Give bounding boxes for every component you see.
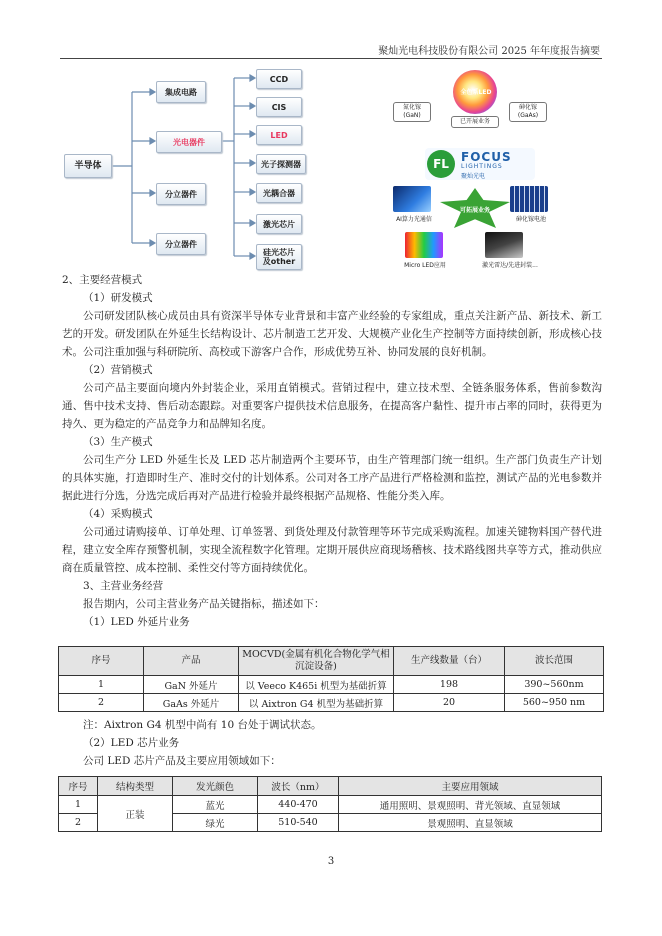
purchase-text: 公司通过请购接单、订单处理、订单签署、到货处理及付款管理等环节完成采购流程。加速关键物料国产替代进程，建立安全库存预警机制，实现全流程数字化管理。定期开展供应商现场稽核、技术路线图共享等方式，推动供应商在质量管控、成本控制、柔性交付等方面持续优化。: [62, 526, 602, 574]
col-header: 生产线数量（台）: [394, 647, 505, 676]
led-chip-table: [58, 776, 602, 832]
sales-text: 公司产品主要面向境内外封装企业，采用直销模式。营销过程中，建立技术型、全链条服务体系，售前参数沟通、售中技术支持、售后动态跟踪。对重要客户提供技术信息服务，在提高客户黏性、提升市占率的同时，获得更为持久、更为稳定的产品竞争力和品牌知名度。: [62, 382, 602, 430]
silicon-photonics-label: 硅光芯片: [263, 248, 295, 257]
table2-intro: 公司 LED 芯片产品及主要应用领域如下：: [83, 755, 281, 767]
col-header: 产品: [144, 647, 239, 676]
tree-leaf-optocoupler: 光耦合器: [256, 183, 302, 203]
full-color-led-label: 全色系LED: [460, 89, 492, 96]
tree-leaf-ccd: CCD: [256, 69, 302, 89]
tree-leaf-laser-chip: 激光芯片: [256, 214, 302, 234]
table-cell: GaAs 外延片: [144, 694, 239, 712]
col-header: 主要应用领域: [339, 777, 602, 796]
purchase-title: （4）采购模式: [83, 508, 153, 520]
table-cell: 以 Aixtron G4 机型为基础折算: [239, 694, 394, 712]
tree-node-discrete-1: 分立器件: [156, 183, 206, 205]
table-cell: 198: [394, 676, 505, 694]
table-row: [59, 676, 604, 694]
gaas-cell-label: 砷化镓电池: [515, 216, 546, 223]
lidar-thumb: [485, 232, 523, 258]
col-header: 发光颜色: [173, 777, 258, 796]
table-row: [59, 796, 602, 814]
ai-optical-thumb: [393, 186, 431, 212]
gaas-cell-thumb: [510, 186, 548, 212]
col-header: 波长（nm）: [258, 777, 339, 796]
section-3-title: 3、主营业务经营: [83, 580, 164, 592]
table-cell: 通用照明、景观照明、背光领域、直显领域: [339, 796, 602, 814]
section-3-intro: 报告期内，公司主营业务产品关键指标，描述如下：: [83, 598, 325, 610]
tree-node-optoelectronic: 光电器件: [156, 131, 222, 153]
table-notes: [62, 716, 602, 770]
table-cell: 390~560nm: [505, 676, 604, 694]
focus-logo-cn: 聚灿光电: [461, 173, 486, 180]
gan-pill-cn: 氮化镓: [402, 104, 421, 111]
col-header: 波长范围: [505, 647, 604, 676]
table2-title: （2）LED 芯片业务: [83, 737, 180, 749]
table-cell: 510-540: [258, 814, 339, 832]
header-rule: [60, 58, 602, 59]
tree-leaf-photodetector: 光子探测器: [256, 154, 306, 174]
fl-logo-icon: FL: [427, 150, 455, 178]
micro-led-label: Micro LED应用: [404, 262, 446, 269]
focus-logo-main: FOCUS: [461, 150, 512, 164]
col-header: MOCVD(金属有机化合物化学气相沉淀设备): [239, 647, 394, 676]
gaas-pill-cn: 砷化镓: [518, 104, 537, 111]
lidar-label: 激光雷达/先进封装...: [482, 262, 538, 269]
focus-logo-sub: LIGHTINGS: [461, 163, 503, 170]
ai-optical-label: AI算力光通信: [396, 216, 432, 223]
tree-leaf-cis: CIS: [256, 97, 302, 117]
production-text: 公司生产分 LED 外延生长及 LED 芯片制造两个主要环节，由生产管理部门统一组织。生产部门负责生产计划的具体实施，打造即时生产、准时交付的计划体系。公司对各工序产品进行严格检测和监控，测试产品的光电参数并据此进行分选，分选完成后再对产品进行检验并最终根据产品规格、性能分类入库。: [62, 454, 602, 502]
focus-logo: [425, 148, 535, 180]
table-cell: 蓝光: [173, 796, 258, 814]
tree-node-ic: 集成电路: [156, 81, 206, 103]
col-header: 结构类型: [98, 777, 173, 796]
tree-node-discrete-2: 分立器件: [156, 233, 206, 255]
operating-model-section: [62, 271, 602, 631]
table-cell: 20: [394, 694, 505, 712]
table-header-row: [59, 647, 604, 676]
table1-title: （1）LED 外延片业务: [83, 616, 190, 628]
table-cell: 1: [59, 676, 144, 694]
page-header: 聚灿光电科技股份有限公司 2025 年年度报告摘要: [378, 46, 600, 57]
section-2-title: 2、主要经营模式: [62, 274, 143, 286]
table-cell: 景观照明、直显领域: [339, 814, 602, 832]
col-header: 序号: [59, 777, 98, 796]
gaas-pill: [509, 102, 547, 122]
col-header: 序号: [59, 647, 144, 676]
page-number: 3: [327, 856, 335, 867]
table-cell: 2: [59, 814, 98, 832]
rd-text: 公司研发团队核心成员由具有资深半导体专业背景和丰富产业经验的专家组成，重点关注新产品、新技术、新工艺的开发。研发团队在外延生长结构设计、芯片制造工艺开发、大规模产业化生产控制等方面持续创新，形成核心技术。公司注重加强与科研院所、高校或下游客户合作，形成优势互补、协同发展的良好机制。: [62, 310, 602, 358]
table-header-row: [59, 777, 602, 796]
expandable-business-label: 可拓展业务: [459, 207, 490, 214]
table-cell-structure: 正装: [98, 796, 173, 832]
table-cell: 绿光: [173, 814, 258, 832]
table-cell: GaN 外延片: [144, 676, 239, 694]
tree-root: 半导体: [64, 154, 112, 178]
existing-business-pill: 已开展业务: [451, 116, 499, 128]
gaas-pill-en: (GaAs): [517, 112, 539, 119]
tree-leaf-silicon-photonics: [256, 244, 302, 270]
table1-note: 注：Aixtron G4 机型中尚有 10 台处于调试状态。: [83, 719, 322, 731]
semiconductor-tree-diagram: [62, 66, 352, 271]
table-cell: 440-470: [258, 796, 339, 814]
production-title: （3）生产模式: [83, 436, 153, 448]
table-cell: 2: [59, 694, 144, 712]
table-row: [59, 694, 604, 712]
silicon-photonics-label-2: 及other: [262, 257, 296, 266]
gan-pill: [393, 102, 431, 122]
sales-title: （2）营销模式: [83, 364, 153, 376]
tree-leaf-led: LED: [256, 125, 302, 145]
rd-title: （1）研发模式: [83, 292, 153, 304]
table-cell: 1: [59, 796, 98, 814]
table-cell: 以 Veeco K465i 机型为基础折算: [239, 676, 394, 694]
table-cell: 560~950 nm: [505, 694, 604, 712]
micro-led-thumb: [405, 232, 443, 258]
gan-pill-en: (GaN): [403, 112, 421, 119]
led-epitaxy-table: [58, 646, 604, 712]
business-expansion-graphic: [385, 70, 585, 270]
